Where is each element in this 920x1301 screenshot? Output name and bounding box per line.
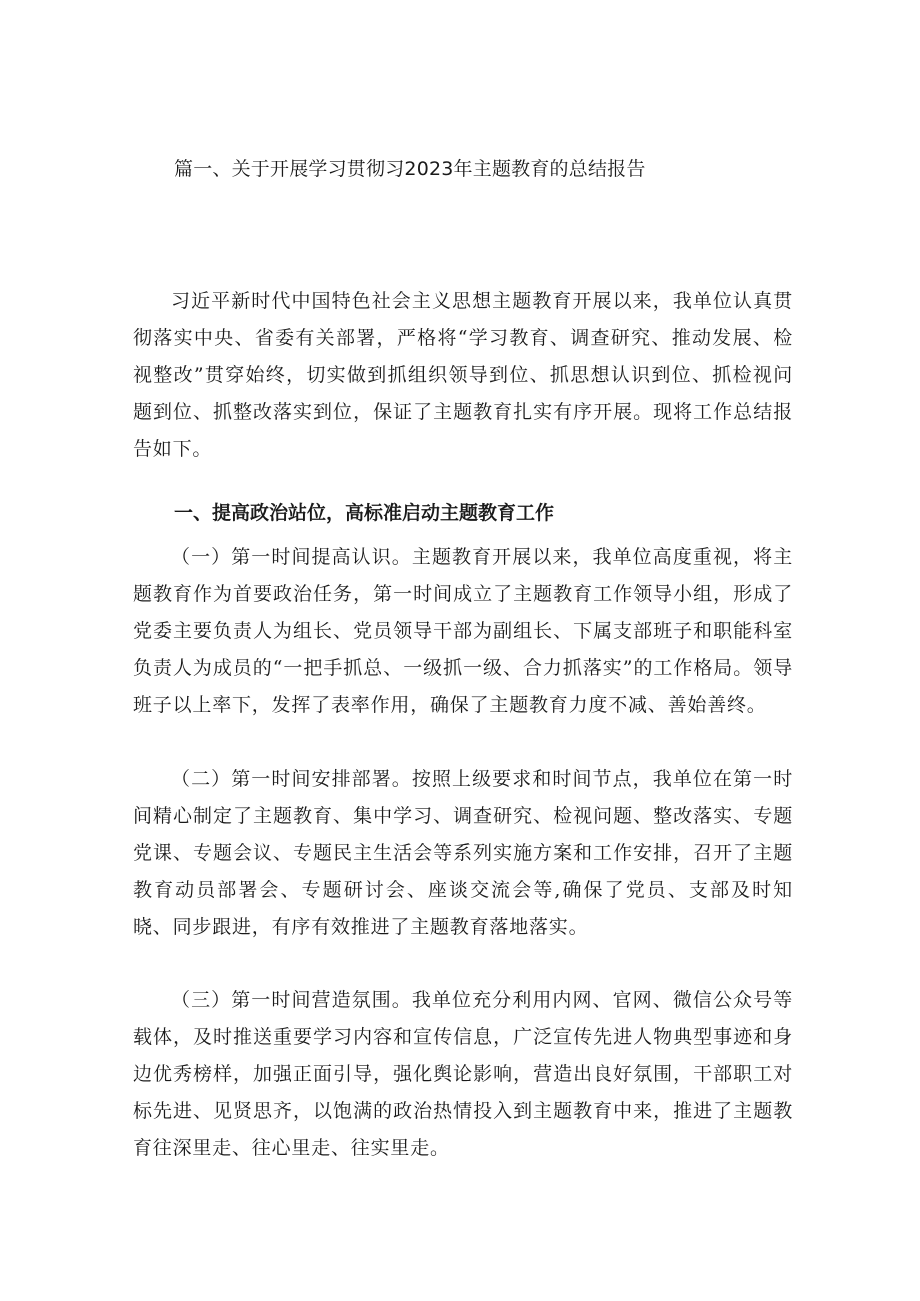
intro-paragraph: 习近平新时代中国特色社会主义思想主题教育开展以来，我单位认真贯彻落实中央、省委有关部署，严格将“学习教育、调查研究、推动发展、检视整改”贯穿始终，切实做到抓组织领导到位、抓思想认识到位、抓检视问题到位、抓整改落实到位，保证了主题教育扎实有序开展。现将工作总结报告如下。 (133, 290, 793, 460)
body-paragraph: （一）第一时间提高认识。主题教育开展以来，我单位高度重视，将主题教育作为首要政治任务，第一时间成立了主题教育工作领导小组，形成了党委主要负责人为组长、党员领导干部为副组长、下属支部班子和职能科室负责人为成员的“一把手抓总、一级抓一级、合力抓落实”的工作格局。领导班子以上率下，发挥了表率作用，确保了主题教育力度不减、善始善终。 (133, 546, 793, 716)
document-title: 篇一、关于开展学习贯彻习2023年主题教育的总结报告 (174, 158, 646, 180)
body-paragraph: （三）第一时间营造氛围。我单位充分利用内网、官网、微信公众号等载体，及时推送重要学习内容和宣传信息，广泛宣传先进人物典型事迹和身边优秀榜样，加强正面引导，强化舆论影响，营造出良好氛围，干部职工对标先进、见贤思齐，以饱满的政治热情投入到主题教育中来，推进了主题教育往深里走、往心里走、往实里走。 (133, 989, 793, 1159)
body-paragraph: （二）第一时间安排部署。按照上级要求和时间节点，我单位在第一时间精心制定了主题教育、集中学习、调查研究、检视问题、整改落实、专题党课、专题会议、专题民主生活会等系列实施方案和工作安排，召开了主题教育动员部署会、专题研讨会、座谈交流会等,确保了党员、支部及时知晓、同步跟进，有序有效推进了主题教育落地落实。 (133, 768, 793, 938)
section-heading: 一、提高政治站位，高标准启动主题教育工作 (174, 502, 555, 524)
